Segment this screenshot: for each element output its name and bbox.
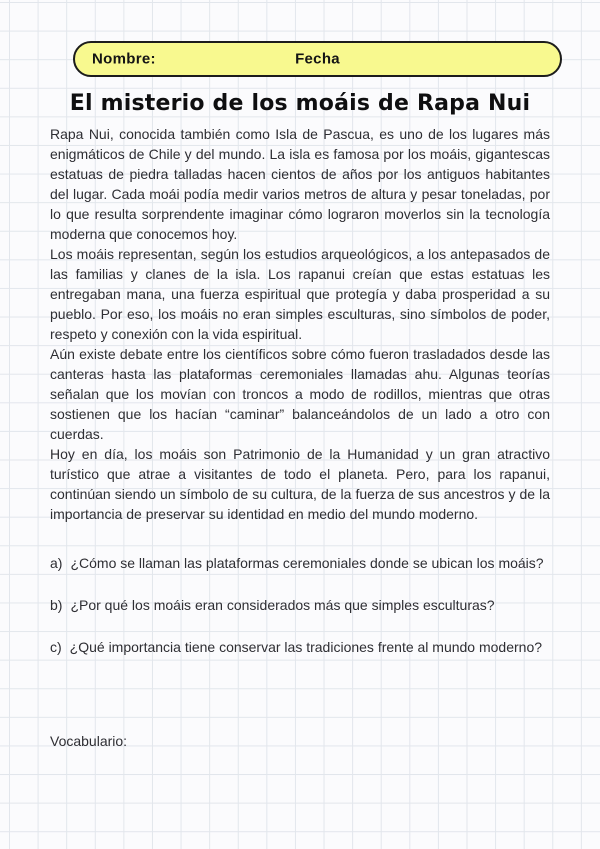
name-label: Nombre: [92, 50, 156, 68]
question-b [50, 594, 550, 617]
question-a-text: ¿Cómo se llaman las plataformas ceremoniales donde se ubican los moáis? [70, 555, 544, 571]
date-label: Fecha [295, 50, 340, 68]
passage-paragraph-2: Los moáis representan, según los estudios arqueológicos, a los antepasados de las familias y clanes de la isla. Los rapanui creían que estas estatuas les entregaban mana, una fuerza espiritual que protegía y daba prosperidad a su pueblo. Por eso, los moáis no eran simples esculturas, sino símbolos de poder, respeto y conexión con la vida espiritual. [50, 246, 550, 342]
name-date-banner [73, 41, 562, 77]
questions-section [50, 552, 550, 678]
question-c-letter: c) [50, 639, 62, 655]
question-b-text: ¿Por qué los moáis eran considerados más que simples esculturas? [70, 597, 495, 613]
reading-passage [50, 124, 550, 524]
passage-paragraph-3: Aún existe debate entre los científicos sobre cómo fueron trasladados desde las canteras hasta las plataformas ceremoniales llamadas ahu. Algunas teorías señalan que los movían con troncos a modo de rodillos, mientras que otras sostienen que los hacían “caminar” balanceándolos de un lado a otro con cuerdas. [50, 346, 550, 442]
page-title: El misterio de los moáis de Rapa Nui [69, 91, 531, 116]
question-a-letter: a) [50, 555, 63, 571]
question-c [50, 636, 550, 659]
question-b-letter: b) [50, 597, 63, 613]
question-c-text: ¿Qué importancia tiene conservar las tradiciones frente al mundo moderno? [69, 639, 543, 655]
passage-paragraph-1: Rapa Nui, conocida también como Isla de Pascua, es uno de los lugares más enigmáticos de Chile y del mundo. La isla es famosa por los moáis, gigantescas estatuas de piedra talladas hacen cientos de años por los antiguos habitantes del lugar. Cada moái podía medir varios metros de altura y pesar toneladas, por lo que resulta sorprendente imaginar cómo lograron moverlos sin la tecnología moderna que conocemos hoy. [50, 126, 550, 242]
question-a [50, 552, 550, 575]
vocabulary-label: Vocabulario: [50, 733, 128, 749]
passage-paragraph-4: Hoy en día, los moáis son Patrimonio de la Humanidad y un gran atractivo turístico que atrae a visitantes de todo el planeta. Pero, para los rapanui, continúan siendo un símbolo de su cultura, de la fuerza de sus ancestros y de la importancia de preservar su identidad en medio del mundo moderno. [50, 446, 550, 522]
